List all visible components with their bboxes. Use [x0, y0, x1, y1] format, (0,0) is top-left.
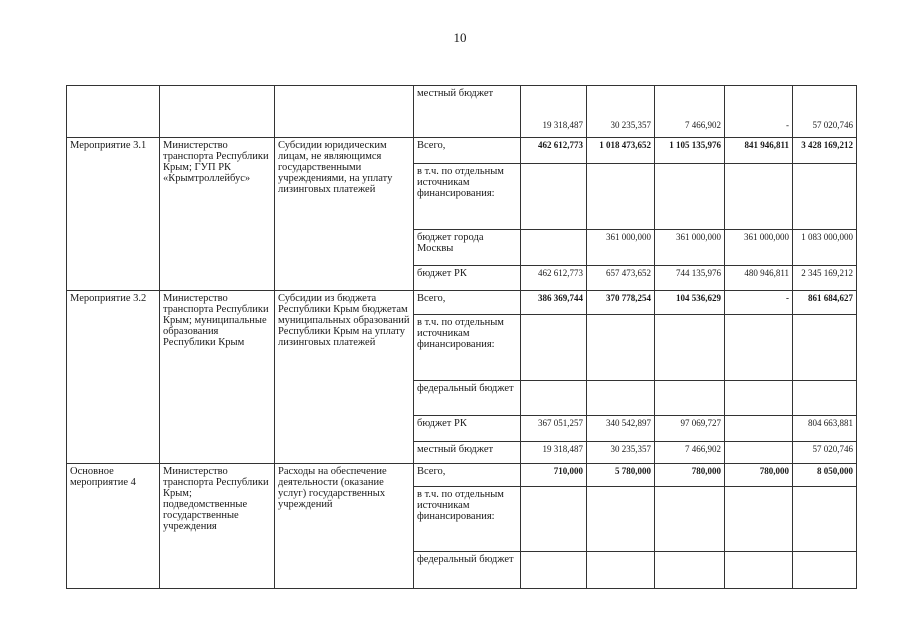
value-cell — [725, 416, 793, 442]
value-cell: 30 235,357 — [587, 442, 655, 464]
funding-source-cell: Всего, — [414, 464, 521, 487]
measure-name-cell: Мероприятие 3.2 — [67, 291, 160, 464]
value-cell — [725, 315, 793, 381]
description-cell — [275, 86, 414, 138]
value-cell: 462 612,773 — [521, 138, 587, 164]
executor-cell — [160, 86, 275, 138]
value-cell: 1 018 473,652 — [587, 138, 655, 164]
value-cell: 462 612,773 — [521, 266, 587, 291]
value-cell: - — [725, 291, 793, 315]
funding-source-cell: федеральный бюджет — [414, 552, 521, 589]
funding-source-cell: в т.ч. по отдельным источникам финансирования: — [414, 487, 521, 552]
value-cell — [587, 487, 655, 552]
value-cell — [725, 381, 793, 416]
value-cell: 780,000 — [725, 464, 793, 487]
value-cell: 386 369,744 — [521, 291, 587, 315]
value-cell — [521, 552, 587, 589]
value-cell — [655, 487, 725, 552]
value-cell: 8 050,000 — [793, 464, 857, 487]
value-cell: 744 135,976 — [655, 266, 725, 291]
funding-source-cell: бюджет РК — [414, 266, 521, 291]
value-cell: 370 778,254 — [587, 291, 655, 315]
value-cell — [793, 552, 857, 589]
table-row — [67, 138, 857, 164]
value-cell — [521, 487, 587, 552]
measure-name-cell — [67, 86, 160, 138]
value-cell: 361 000,000 — [725, 230, 793, 266]
value-cell — [793, 381, 857, 416]
value-cell — [655, 164, 725, 230]
value-cell: 19 318,487 — [521, 86, 587, 138]
funding-source-cell: бюджет города Москвы — [414, 230, 521, 266]
value-cell: 361 000,000 — [587, 230, 655, 266]
funding-source-cell: местный бюджет — [414, 86, 521, 138]
value-cell — [725, 487, 793, 552]
value-cell: 340 542,897 — [587, 416, 655, 442]
value-cell — [655, 381, 725, 416]
value-cell — [521, 230, 587, 266]
value-cell: 30 235,357 — [587, 86, 655, 138]
value-cell — [521, 381, 587, 416]
value-cell — [725, 164, 793, 230]
funding-source-cell: местный бюджет — [414, 442, 521, 464]
value-cell: 104 536,629 — [655, 291, 725, 315]
funding-source-cell: Всего, — [414, 138, 521, 164]
measure-name-cell: Основное мероприятие 4 — [67, 464, 160, 589]
table-row — [67, 86, 857, 138]
value-cell: - — [725, 86, 793, 138]
value-cell: 841 946,811 — [725, 138, 793, 164]
measure-name-cell: Мероприятие 3.1 — [67, 138, 160, 291]
value-cell: 367 051,257 — [521, 416, 587, 442]
table-row — [67, 291, 857, 315]
funding-source-cell: в т.ч. по отдельным источникам финансирования: — [414, 164, 521, 230]
executor-cell: Министерство транспорта Республики Крым; ГУП РК «Крымтроллейбус» — [160, 138, 275, 291]
value-cell: 7 466,902 — [655, 442, 725, 464]
value-cell: 7 466,902 — [655, 86, 725, 138]
funding-table — [66, 85, 857, 589]
value-cell — [793, 315, 857, 381]
value-cell — [655, 315, 725, 381]
value-cell: 3 428 169,212 — [793, 138, 857, 164]
value-cell: 1 083 000,000 — [793, 230, 857, 266]
funding-source-cell: Всего, — [414, 291, 521, 315]
value-cell — [587, 552, 655, 589]
value-cell: 19 318,487 — [521, 442, 587, 464]
value-cell — [587, 381, 655, 416]
value-cell — [587, 315, 655, 381]
value-cell: 57 020,746 — [793, 86, 857, 138]
value-cell — [655, 552, 725, 589]
funding-source-cell: бюджет РК — [414, 416, 521, 442]
value-cell: 2 345 169,212 — [793, 266, 857, 291]
description-cell: Субсидии из бюджета Республики Крым бюджетам муниципальных образований Республики Крым на уплату лизинговых платежей — [275, 291, 414, 464]
value-cell — [793, 487, 857, 552]
value-cell: 657 473,652 — [587, 266, 655, 291]
description-cell: Расходы на обеспечение деятельности (оказание услуг) государственных учреждений — [275, 464, 414, 589]
funding-source-cell: федеральный бюджет — [414, 381, 521, 416]
value-cell — [725, 552, 793, 589]
value-cell: 1 105 135,976 — [655, 138, 725, 164]
value-cell: 480 946,811 — [725, 266, 793, 291]
value-cell: 861 684,627 — [793, 291, 857, 315]
description-cell: Субсидии юридическим лицам, не являющимся государственными учреждениями, на уплату лизинговых платежей — [275, 138, 414, 291]
value-cell: 361 000,000 — [655, 230, 725, 266]
funding-source-cell: в т.ч. по отдельным источникам финансирования: — [414, 315, 521, 381]
page-number: 10 — [453, 30, 467, 45]
value-cell: 804 663,881 — [793, 416, 857, 442]
value-cell — [587, 164, 655, 230]
table-row — [67, 464, 857, 487]
value-cell — [521, 315, 587, 381]
value-cell: 57 020,746 — [793, 442, 857, 464]
executor-cell: Министерство транспорта Республики Крым; подведомственные государственные учреждения — [160, 464, 275, 589]
value-cell — [793, 164, 857, 230]
value-cell: 97 069,727 — [655, 416, 725, 442]
executor-cell: Министерство транспорта Республики Крым; муниципальные образования Республики Крым — [160, 291, 275, 464]
value-cell: 5 780,000 — [587, 464, 655, 487]
value-cell — [521, 164, 587, 230]
value-cell — [725, 442, 793, 464]
value-cell: 780,000 — [655, 464, 725, 487]
value-cell: 710,000 — [521, 464, 587, 487]
